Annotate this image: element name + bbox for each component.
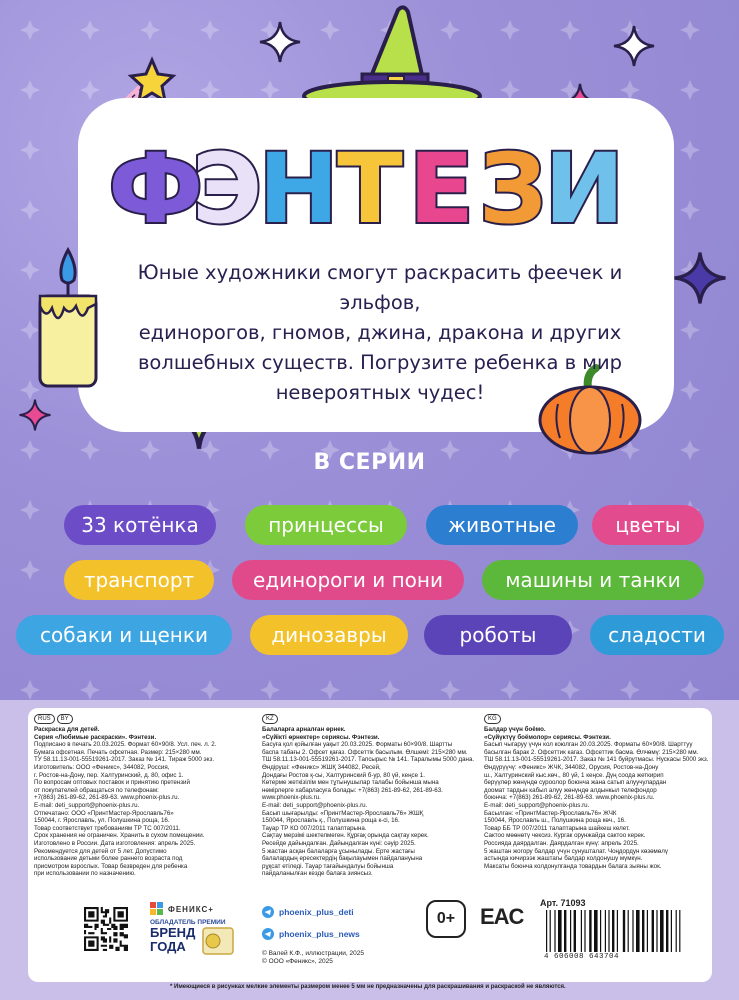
series-pill: 33 котёнка — [64, 505, 216, 545]
imprint-line: ТШ 58.11.13-001-55519261-2017. Тапсырыс № 141. Таралымы 5000 дана. — [262, 756, 475, 764]
barcode-bar — [589, 910, 591, 952]
barcode-bar — [660, 910, 664, 952]
series-pill: транспорт — [64, 560, 214, 600]
candle-icon — [28, 244, 108, 390]
description-line: волшебных существ. Погрузите ребенка в мир — [137, 351, 623, 374]
imprint-line: г. Ростов-на-Дону, пер. Халтуринский, д. 80, офис 1. — [34, 771, 184, 779]
imprint-line: Изготовлено в России. Дата изготовления: апрель 2025. — [34, 839, 196, 847]
series-pill: динозавры — [250, 615, 408, 655]
eac-mark: EAC — [480, 904, 524, 929]
imprint-text — [262, 726, 482, 878]
barcode-bar — [671, 910, 672, 952]
qr-code — [84, 907, 128, 951]
imprint-line: Срок хранения не ограничен. Хранить в сухом помещении. — [34, 832, 205, 840]
imprint-line: Басып шығарылды: «ПринтМастер-Ярославль76» ЖШҚ — [262, 809, 424, 817]
barcode-bar — [652, 910, 654, 952]
barcode-bar — [584, 910, 585, 952]
barcode-bar — [608, 910, 609, 952]
imprint-line: +7(863) 261-89-62, 261-89-63. www.phoenix-plus.ru. — [34, 794, 180, 802]
imprint-line: По вопросам оптовых поставок и принятию претензий — [34, 779, 190, 787]
imprint-line: Балаларға арналған өрнек. — [262, 726, 346, 733]
imprint-line: присмотром взрослых. Товар безвреден для ребенка — [34, 862, 188, 870]
title-letter: Э — [191, 133, 263, 245]
imprint-line: Серия «Любимые раскраски». Фэнтези. — [34, 733, 157, 741]
sparkle-icon — [258, 20, 302, 64]
imprint-line: боюнча: +7(863) 261-89-62, 261-89-63. www.phoenix-plus.ru. — [484, 794, 655, 802]
barcode-bar — [594, 910, 598, 952]
series-pill: роботы — [424, 615, 572, 655]
imprint-line: «Сүйікті өрнектер» сериясы. Фэнтези. — [262, 733, 380, 741]
imprint-line: www.phoenix-plus.ru. — [262, 794, 321, 802]
imprint-line: ш., Халтуринский кыс.көч., 80 үй, 1 кеңсе. Дүң соода жеткирип — [484, 771, 664, 779]
imprint-line: 5 жастан асқан балаларға ұсынылады. Ерте жастағы — [262, 847, 415, 855]
barcode-bar — [581, 910, 582, 952]
social-handle: phoenix_plus_deti — [279, 907, 354, 917]
imprint-line: Россияда даярдалган. Даярдалган күнү: апрель 2025. — [484, 839, 639, 847]
imprint-line: Балдар үчүн боёмо. — [484, 726, 546, 733]
barcode-bar — [570, 910, 571, 952]
imprint-line: баспа табағы 2. Офсет қағаз. Офсеттік басылым. Өлшемі: 215×280 мм. — [262, 748, 468, 756]
imprint-line: пайдаланылған кезде балаға зиянсыз. — [262, 870, 373, 878]
series-heading: В СЕРИИ — [313, 450, 426, 475]
imprint-line: ТШ 58.11.13-001-55519261-2017. Заказ № 141 буйрутмасы. Нускасы 5000 экз. — [484, 756, 709, 764]
telegram-icon — [262, 906, 274, 918]
imprint-line: E-mail: deti_support@phoenix-plus.ru. — [484, 801, 590, 809]
imprint-line: E-mail: deti_support@phoenix-plus.ru. — [34, 801, 140, 809]
barcode-bar — [554, 910, 555, 952]
barcode-bar — [632, 910, 633, 952]
series-pill: сладости — [590, 615, 724, 655]
lang-tag: BY — [57, 714, 73, 724]
award-year: ГОДА — [150, 939, 186, 954]
age-rating-badge: 0+ — [426, 900, 466, 938]
imprint-line: Максаты боюнча колдонулганда товардын балага зыяны жок. — [484, 862, 662, 870]
series-pill: животные — [426, 505, 578, 545]
imprint-line: 150044, Ярославль ш., Полушкина роща көч., 16. — [484, 817, 626, 825]
barcode-bar — [558, 910, 562, 952]
barcode-bar — [617, 910, 618, 952]
imprint-line: Көтерме жеткізілім мен тұтынушылар талабы бойынша мына — [262, 779, 439, 787]
imprint-line: Подписано в печать 20.03.2025. Формат 60×90/8. Усл. печ. л. 2. — [34, 741, 217, 749]
imprint-line: Дондағы Ростов қ-сы, Халтуринский б-ур, 80 үй, кеңсе 1. — [262, 771, 425, 779]
credit-line: © ООО «Феникс», 2025 — [262, 958, 333, 965]
series-pill: принцессы — [245, 505, 407, 545]
series-pill: цветы — [592, 505, 704, 545]
imprint-line: использование детьми более раннего возраста под — [34, 855, 183, 863]
telegram-icon — [262, 928, 274, 940]
lang-tag: KG — [484, 714, 501, 724]
imprint-line: Отпечатано: ООО «ПринтМастер-Ярославль76» — [34, 809, 174, 817]
barcode-bar — [642, 910, 644, 952]
publisher-name: ФЕНИКС+ — [168, 904, 214, 914]
barcode-bar — [564, 910, 566, 952]
series-pill: машины и танки — [482, 560, 704, 600]
sparkle-icon — [612, 24, 656, 68]
award-label: ОБЛАДАТЕЛЬ ПРЕМИИ — [150, 919, 226, 926]
imprint-line: Раскраска для детей. — [34, 726, 100, 733]
imprint-line: Сақтау мерзімі шектелмеген. Құрғақ орында сақтау керек. — [262, 832, 429, 840]
credit-line: © Валей К.Ф., иллюстрации, 2025 — [262, 950, 364, 957]
barcode-bar — [647, 910, 648, 952]
title-letter: И — [544, 133, 625, 245]
title-letter: З — [478, 133, 547, 245]
imprint-line: E-mail: deti_support@phoenix-plus.ru. — [262, 801, 368, 809]
barcode-bar — [628, 910, 629, 952]
barcode-bar — [605, 910, 606, 952]
imprint-text — [34, 726, 254, 878]
imprint-column-kg — [484, 714, 709, 870]
barcode-bar — [679, 910, 680, 952]
title-letter: Е — [408, 133, 475, 245]
description-line: единорогов, гномов, джина, дракона и других — [138, 321, 622, 344]
imprint-line: Товар соответствует требованиям ТР ТС 007/2011. — [34, 824, 181, 832]
imprint-line: Басып чыгаруу үчүн кол коюлган 20.03.2025. Форматы 60×90/8. Шарттуу — [484, 741, 693, 749]
imprint-line: Тауар ТР КО 007/2011 талаптарына. — [262, 824, 367, 832]
imprint-line: Изготовитель: ООО «Феникс», 344082, Россия, — [34, 763, 170, 771]
title-letter: Ф — [108, 133, 204, 245]
imprint-line: ТУ 58.11.13-001-55519261-2017. Заказ № 141. Тираж 5000 экз. — [34, 756, 215, 764]
series-pill: единороги и пони — [232, 560, 464, 600]
barcode-number: 4 606008 643704 — [544, 953, 620, 961]
footnote: * Имеющиеся в рисунках мелкие элементы размером менее 5 мм не предназначены для раскрашивания и раскраской не являются. — [170, 984, 566, 990]
imprint-line: балалардың ересектердің бақылауымен пайдалануына — [262, 855, 423, 863]
barcode-bar — [546, 910, 547, 952]
imprint-line: «Сүйүктүү боёмолор» сериясы. Фэнтези. — [484, 733, 611, 741]
sparkle-icon — [18, 398, 52, 432]
barcode-bar — [666, 910, 668, 952]
imprint-line: Өндүрүүчү: «Феникс» ЖЧК, 344082, Орусия, Ростов-на-Дону — [484, 763, 659, 771]
barcode-bar — [656, 910, 657, 952]
description-line: Юные художники смогут раскрасить феечек и эльфов, — [137, 261, 623, 314]
social-link[interactable] — [262, 928, 360, 940]
credits — [262, 950, 364, 966]
imprint-line: 150044, Ярославль қ., Полушкина роща к-сі, 16. — [262, 817, 400, 825]
imprint-line: при использовании по назначению. — [34, 870, 136, 878]
imprint-line: 150044, г. Ярославль, ул. Полушкина роща, 16. — [34, 817, 170, 825]
imprint-line: Өндіруші: «Феникс» ЖШҚ 344082, Ресей, — [262, 763, 381, 771]
imprint-column-kz — [262, 714, 482, 878]
sparkle-icon — [672, 250, 728, 306]
barcode-bar — [600, 910, 601, 952]
imprint-line: от покупателей обращаться по телефонам: — [34, 786, 159, 794]
imprint-line: Бумага офсетная. Печать офсетная. Размер: 215×280 мм. — [34, 748, 202, 756]
imprint-column-ru — [34, 714, 254, 878]
imprint-line: Рекомендуется для детей от 5 лет. Допустимо — [34, 847, 167, 855]
imprint-line: басылган барак 2. Офсеттик кагаз. Офсеттик басма. Өлчөмү: 215×280 мм. — [484, 748, 699, 756]
imprint-line: нөмірлерге хабарласуға болады: +7(863) 261-89-62, 261-89-63. — [262, 786, 443, 794]
barcode-bar — [612, 910, 614, 952]
page-title — [108, 128, 625, 245]
imprint-line: рұқсат етіледі. Тауар тағайындалуы бойынша — [262, 862, 394, 870]
publisher-logo — [150, 902, 250, 956]
imprint-line: Товар ББ ТР 007/2011 талаптарына шайкеш келет. — [484, 824, 630, 832]
social-link[interactable] — [262, 906, 354, 918]
imprint-line: доомат тардын кабыл алуу жөнүндө алдынкыл телефондор — [484, 786, 657, 794]
barcode-bar — [636, 910, 640, 952]
barcode-bar — [574, 910, 576, 952]
social-handle: phoenix_plus_news — [279, 929, 360, 939]
imprint-line: Ресейде дайындалған. Дайындалған күні: сәуір 2025. — [262, 839, 416, 847]
imprint-text — [484, 726, 709, 870]
imprint-line: Сактоо мөөнөтү чексиз. Кургак орунжайда сактоо керек. — [484, 832, 646, 840]
imprint-line: Басуға қол қойылған уақыт 20.03.2025. Форматы 60×90/8. Шартты — [262, 741, 453, 749]
title-letter: Т — [337, 133, 403, 245]
imprint-line: 5 жаштан жогору балдар үчүн сунушталат. Чоңдордун көзөмөлү — [484, 847, 668, 855]
lang-tag: RUS — [34, 714, 55, 724]
barcode-bar — [676, 910, 677, 952]
barcode-bar — [623, 910, 625, 952]
imprint-line: берүүлөр жөнүндө суроолор боюнча жана сатып алуучулардан — [484, 779, 667, 787]
barcode — [544, 910, 696, 952]
phoenix-logo-icon — [150, 902, 164, 916]
lang-tag: KZ — [262, 714, 278, 724]
article-number: Арт. 71093 — [540, 898, 586, 908]
description — [100, 258, 660, 408]
series-pill: собаки и щенки — [16, 615, 232, 655]
barcode-bar — [550, 910, 551, 952]
imprint-line: астында кичирээк жаштагы балдар колдонушу мүмкүн. — [484, 855, 643, 863]
award-brand: БРЕНД — [150, 925, 196, 940]
description-line: невероятных чудес! — [275, 381, 485, 404]
award-medal-icon — [201, 926, 235, 956]
title-letter: Н — [258, 133, 339, 245]
imprint-line: Басылган: «ПринтМастер-Ярославль76» ЖЧК — [484, 809, 617, 817]
